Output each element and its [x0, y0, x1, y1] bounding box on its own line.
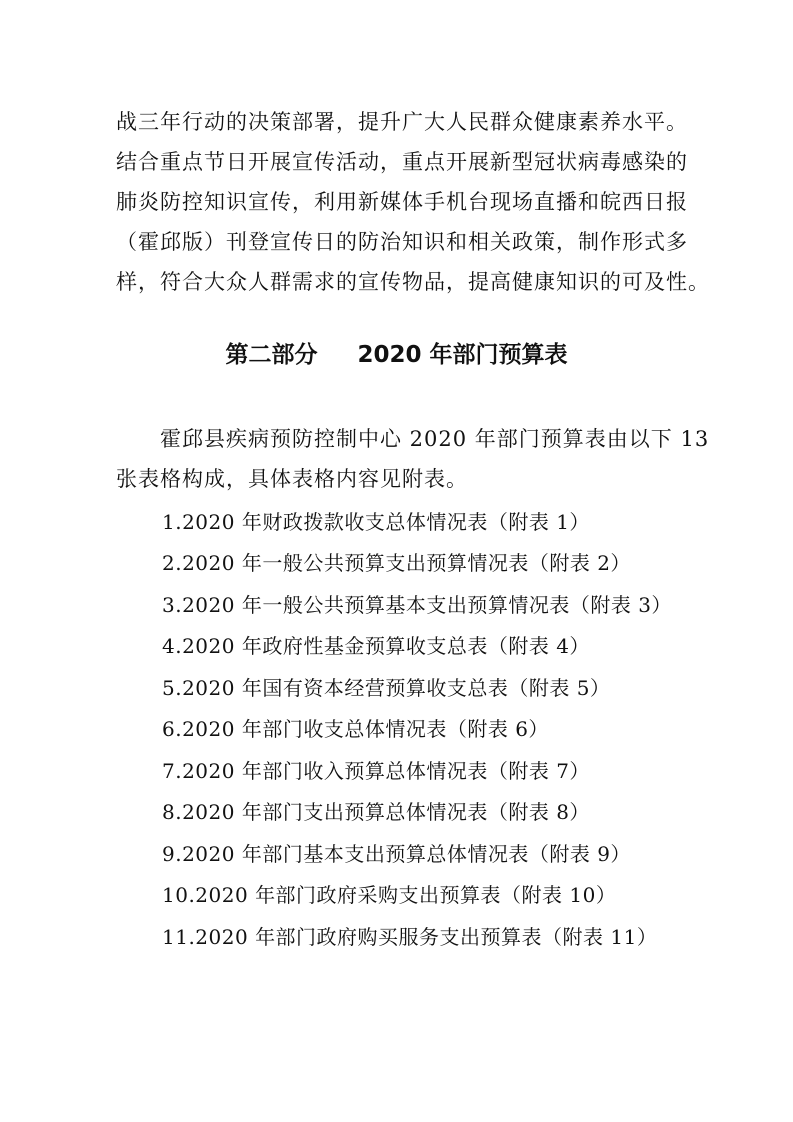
intro-paragraph-line: （霍邱版）刊登宣传日的防治知识和相关政策，制作形式多	[116, 230, 688, 254]
table-list-item: 2.2020 年一般公共预算支出预算情况表（附表 2）	[162, 551, 631, 575]
table-list-item: 6.2020 年部门收支总体情况表（附表 6）	[162, 717, 549, 741]
table-list-item: 1.2020 年财政拨款收支总体情况表（附表 1）	[162, 510, 590, 534]
intro-paragraph-line: 结合重点节日开展宣传活动，重点开展新型冠状病毒感染的	[116, 150, 688, 174]
table-list-item: 10.2020 年部门政府采购支出预算表（附表 10）	[162, 883, 617, 907]
budget-intro-line: 张表格构成，具体表格内容见附表。	[116, 467, 468, 491]
table-list-item: 9.2020 年部门基本支出预算总体情况表（附表 9）	[162, 842, 631, 866]
intro-paragraph-line: 肺炎防控知识宣传，利用新媒体手机台现场直播和皖西日报	[116, 190, 688, 214]
table-list-item: 8.2020 年部门支出预算总体情况表（附表 8）	[162, 800, 590, 824]
table-list-item: 5.2020 年国有资本经营预算收支总表（附表 5）	[162, 676, 611, 700]
budget-intro-line: 霍邱县疾病预防控制中心 2020 年部门预算表由以下 13	[160, 427, 710, 451]
section-heading	[0, 338, 793, 372]
table-list-item: 4.2020 年政府性基金预算收支总表（附表 4）	[162, 634, 590, 658]
table-list-item: 3.2020 年一般公共预算基本支出预算情况表（附表 3）	[162, 593, 672, 617]
table-list-item: 7.2020 年部门收入预算总体情况表（附表 7）	[162, 759, 590, 783]
section-heading-part: 第二部分	[225, 342, 318, 368]
table-list-item: 11.2020 年部门政府购买服务支出预算表（附表 11）	[162, 925, 658, 949]
section-heading-title: 2020 年部门预算表	[357, 342, 568, 368]
intro-paragraph-line: 样，符合大众人群需求的宣传物品，提高健康知识的可及性。	[116, 270, 710, 294]
intro-paragraph-line: 战三年行动的决策部署，提升广大人民群众健康素养水平。	[116, 110, 688, 134]
